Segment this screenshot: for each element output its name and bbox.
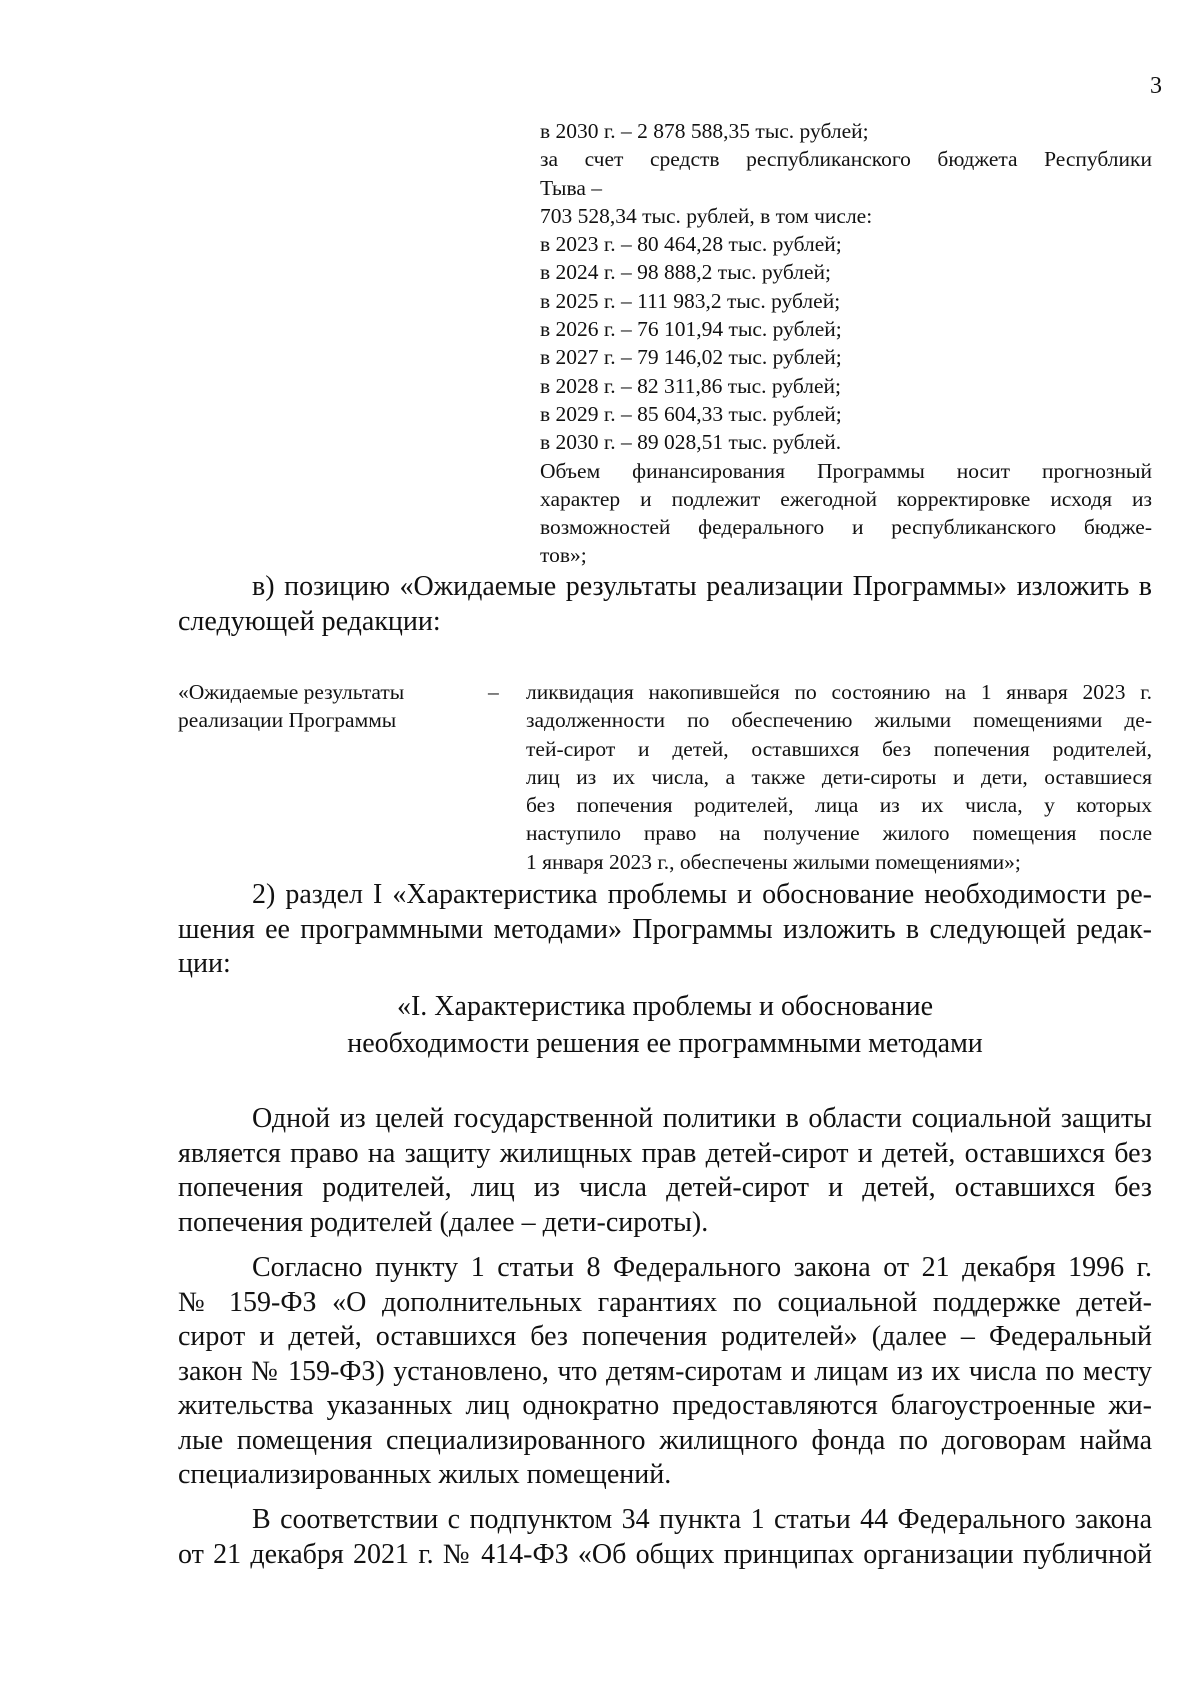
paragraph-line: лые помещения специализированного жилищного фонда по договорам найма <box>178 1424 1152 1456</box>
funding-line: возможностей федерального и республиканского бюдже- <box>540 515 1152 540</box>
paragraph-section-amendment <box>178 878 1152 982</box>
page-number: 3 <box>1150 73 1162 99</box>
funding-line: в 2024 г. – 98 888,2 тыс. рублей; <box>540 260 832 285</box>
funding-line: Тыва – <box>540 175 603 200</box>
paragraph-line: попечения родителей (далее – дети-сироты). <box>178 1206 709 1238</box>
funding-line: в 2023 г. – 80 464,28 тыс. рублей; <box>540 232 842 257</box>
paragraph-line: № 159-ФЗ «О дополнительных гарантиях по социальной поддержке детей- <box>178 1286 1152 1318</box>
results-line: без попечения родителей, лица из их числа, у которых <box>526 793 1152 818</box>
results-line: тей-сирот и детей, оставшихся без попечения родителей, <box>526 736 1152 761</box>
paragraph-policy-goal <box>178 1102 1152 1240</box>
funding-line: в 2027 г. – 79 146,02 тыс. рублей; <box>540 345 842 370</box>
expected-results-text <box>526 678 1152 876</box>
results-line: лиц из их числа, а также дети-сироты и дети, оставшиеся <box>526 764 1152 789</box>
expected-results-label <box>178 678 468 735</box>
paragraph-line: ции: <box>178 948 231 979</box>
funding-line: тов»; <box>540 543 587 568</box>
funding-line: в 2025 г. – 111 983,2 тыс. рублей; <box>540 288 841 313</box>
paragraph-line: Согласно пункту 1 статьи 8 Федерального закона от 21 декабря 1996 г. <box>252 1252 1152 1283</box>
section-title <box>178 988 1152 1062</box>
paragraph-line: в) позицию «Ожидаемые результаты реализации Программы» изложить в <box>252 571 1152 602</box>
paragraph-line: от 21 декабря 2021 г. № 414-ФЗ «Об общих принципах организации публичной <box>178 1538 1152 1570</box>
paragraph-federal-law-159 <box>178 1251 1152 1493</box>
paragraph-federal-law-414 <box>178 1503 1152 1572</box>
funding-block <box>540 117 1152 570</box>
paragraph-line: следующей редакции: <box>178 605 441 637</box>
results-line: задолженности по обеспечению жилыми помещениями де- <box>526 708 1152 733</box>
section-title-line: «I. Характеристика проблемы и обоснование <box>396 991 934 1022</box>
paragraph-expected-results-intro <box>178 570 1152 639</box>
paragraph-line: шения ее программными методами» Программы изложить в следующей редак- <box>178 913 1152 945</box>
paragraph-line: закон № 159-ФЗ) установлено, что детям-сиротам и лицам из их числа по месту <box>178 1355 1152 1387</box>
funding-line: Объем финансирования Программы носит прогнозный <box>540 458 1152 483</box>
paragraph-line: 2) раздел I «Характеристика проблемы и обоснование необходимости ре- <box>252 879 1152 910</box>
paragraph-line: является право на защиту жилищных прав детей-сирот и детей, оставшихся без <box>178 1137 1152 1169</box>
section-title-line: необходимости решения ее программными методами <box>347 1028 983 1059</box>
funding-line: в 2026 г. – 76 101,94 тыс. рублей; <box>540 317 842 342</box>
results-line: 1 января 2023 г., обеспечены жилыми помещениями»; <box>526 849 1021 874</box>
paragraph-line: сирот и детей, оставшихся без попечения родителей» (далее – Федеральный <box>178 1321 1152 1352</box>
results-line: наступило право на получение жилого помещения после <box>526 821 1152 846</box>
funding-line: в 2029 г. – 85 604,33 тыс. рублей; <box>540 401 842 426</box>
paragraph-line: специализированных жилых помещений. <box>178 1459 672 1490</box>
paragraph-line: Одной из целей государственной политики в области социальной защиты <box>252 1103 1152 1134</box>
funding-line: 703 528,34 тыс. рублей, в том числе: <box>540 203 873 228</box>
paragraph-line: В соответствии с подпунктом 34 пункта 1 статьи 44 Федерального закона <box>252 1504 1152 1535</box>
dash-separator: – <box>488 680 499 704</box>
paragraph-line: попечения родителей, лиц из числа детей-сирот и детей, оставшихся без <box>178 1172 1152 1203</box>
funding-line: в 2030 г. – 89 028,51 тыс. рублей. <box>540 430 842 455</box>
funding-line: характер и подлежит ежегодной корректировке исходя из <box>540 486 1152 511</box>
label-line: реализации Программы <box>178 708 397 733</box>
results-line: ликвидация накопившейся по состоянию на 1 января 2023 г. <box>526 680 1152 704</box>
paragraph-line: жительства указанных лиц однократно предоставляются благоустроенные жи- <box>178 1390 1152 1421</box>
funding-line: в 2028 г. – 82 311,86 тыс. рублей; <box>540 373 841 398</box>
label-line: «Ожидаемые результаты <box>178 680 405 704</box>
funding-line: в 2030 г. – 2 878 588,35 тыс. рублей; <box>540 119 869 143</box>
funding-line: за счет средств республиканского бюджета Республики <box>540 147 1152 172</box>
